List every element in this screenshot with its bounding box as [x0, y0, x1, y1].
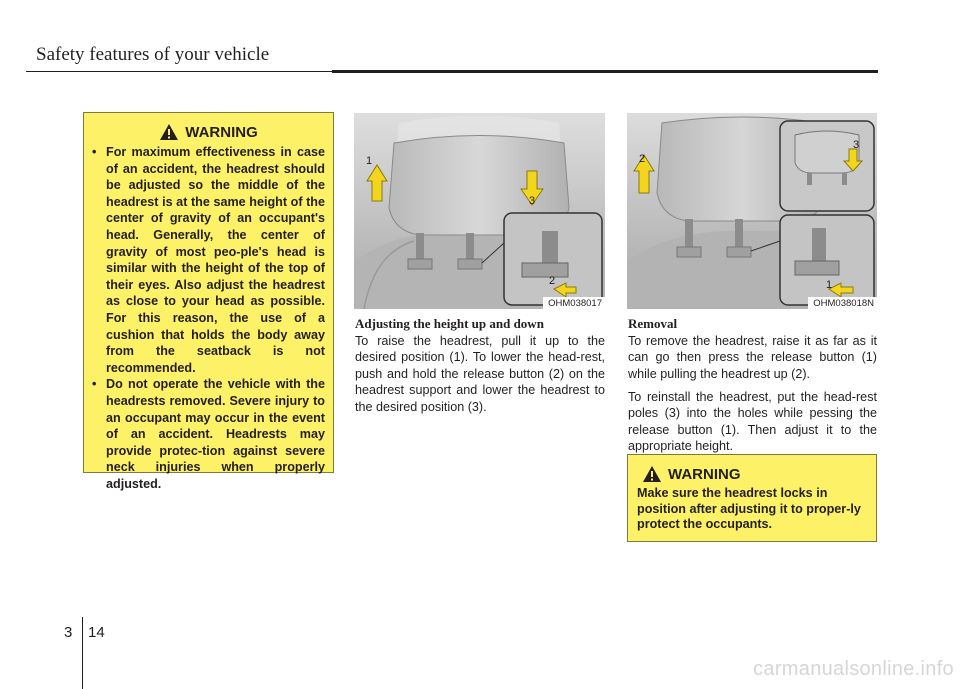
watermark: carmanualsonline.info	[753, 658, 954, 680]
headrest-removal-illustration	[627, 113, 877, 309]
warning-list	[92, 144, 325, 492]
warning-text: Make sure the headrest locks in position after adjusting it to proper-ly protect the occupants.	[637, 486, 861, 532]
callout-3: 3	[529, 195, 536, 207]
callout-2: 2	[549, 275, 556, 287]
warning-item: • For maximum effectiveness in case of an accident, the headrest should be adjusted so the middle of the headrest is at the same height of the center of gravity of an occupant's head. Generally, the center of gravity of most peo-ple's head is similar with the height of the top of their eyes. Also adjust the headrest as close to your head as possible. For this reason, the use of a cushion that holds the body away from the seatback is not recommended.	[92, 144, 325, 376]
warning-title	[84, 123, 333, 141]
warning-box-lock	[627, 454, 877, 542]
figure-code: OHM038017	[543, 297, 605, 309]
callout-1: 1	[826, 279, 833, 291]
page-divider	[82, 617, 83, 689]
callout-3: 3	[853, 139, 860, 151]
removal-paragraph-2: To reinstall the headrest, put the head-rest poles (3) into the holes while pessing the release button (1). Then adjust it to the appropriate height.	[628, 390, 877, 454]
warning-triangle-icon	[159, 123, 179, 141]
warning-item: • Do not operate the vehicle with the headrests removed. Severe injury to an occupant may occur in the event of an accident. Headrests may provide protec-tion against severe neck injuries when properly adjusted.	[92, 376, 325, 492]
header-rule	[26, 71, 332, 72]
figure-headrest-adjust	[354, 113, 605, 309]
warning-title	[642, 465, 876, 483]
warning-box-headrest	[83, 112, 334, 491]
adjust-paragraph: To raise the headrest, pull it up to the desired position (1). To lower the head-rest, push and hold the release button (2) on the headrest support and lower the headrest to the desired position (3).	[355, 334, 605, 414]
page-number: 14	[88, 624, 105, 641]
header-rule-bold	[332, 70, 878, 73]
headrest-adjust-illustration	[354, 113, 605, 309]
figure-headrest-removal	[627, 113, 877, 309]
removal-paragraph-1: To remove the headrest, raise it as far as it can go then press the release button (1) while pulling the headrest up (2).	[628, 334, 877, 381]
chapter-number: 3	[64, 624, 73, 641]
section-heading-removal: Removal	[628, 316, 678, 331]
warning-triangle-icon	[642, 465, 662, 483]
warning-title-text: WARNING	[668, 465, 741, 483]
figure-code: OHM038018N	[808, 297, 877, 309]
section-heading-adjust: Adjusting the height up and down	[355, 316, 544, 331]
callout-2: 2	[639, 153, 646, 165]
callout-1: 1	[366, 155, 373, 167]
warning-title-text: WARNING	[185, 123, 258, 141]
header-title: Safety features of your vehicle	[36, 44, 270, 65]
